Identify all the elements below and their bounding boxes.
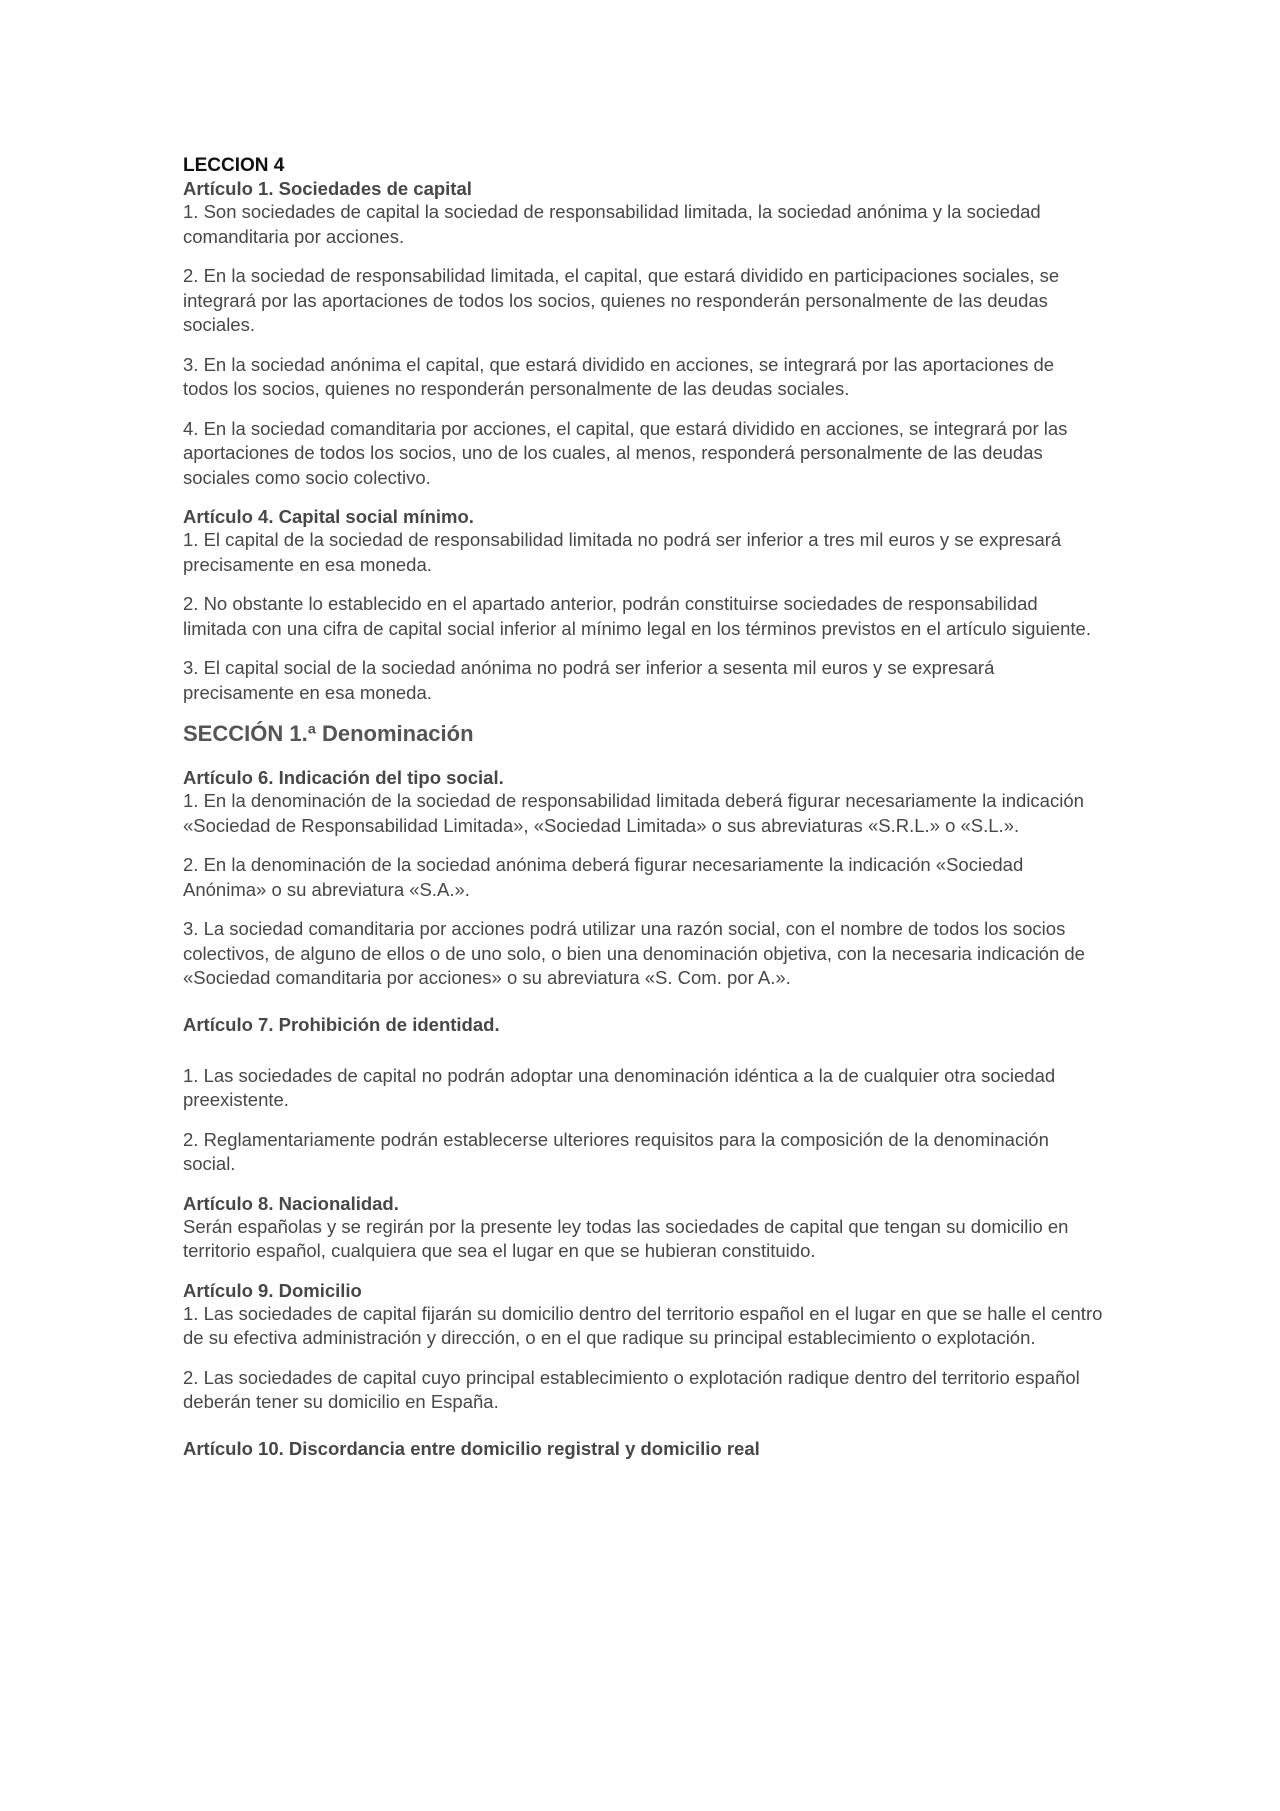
article-8-title: Artículo 8. Nacionalidad. bbox=[183, 1192, 399, 1214]
document-page bbox=[183, 154, 1103, 1460]
article-4-paragraph-3: 3. El capital social de la sociedad anónima no podrá ser inferior a sesenta mil euros y se expresará precisamente en esa moneda. bbox=[183, 657, 995, 703]
article-4-paragraph-2: 2. No obstante lo establecido en el apartado anterior, podrán constituirse sociedades de responsabilidad limitada con una cifra de capital social inferior al mínimo legal en los términos previstos en el artículo siguiente. bbox=[183, 593, 1091, 639]
article-9 bbox=[183, 1279, 1103, 1415]
article-9-title: Artículo 9. Domicilio bbox=[183, 1279, 362, 1301]
article-1-paragraph-3: 3. En la sociedad anónima el capital, que estará dividido en acciones, se integrará por las aportaciones de todos los socios, quienes no responderán personalmente de las deudas sociales. bbox=[183, 353, 1055, 399]
article-1-paragraph-4: 4. En la sociedad comanditaria por acciones, el capital, que estará dividido en acciones, se integrará por las aportaciones de todos los socios, uno de los cuales, al menos, responderá personalmente de las deudas sociales como socio colectivo. bbox=[183, 417, 1068, 488]
section-1-title: SECCIÓN 1.ª Denominación bbox=[183, 721, 474, 746]
article-1-paragraph-2: 2. En la sociedad de responsabilidad limitada, el capital, que estará dividido en participaciones sociales, se integrará por las aportaciones de todos los socios, quienes no responderán personalmente de las deudas sociales. bbox=[183, 265, 1060, 335]
article-4-paragraph-1: 1. El capital de la sociedad de responsabilidad limitada no podrá ser inferior a tres mil euros y se expresará precisamente en esa moneda. bbox=[183, 529, 1062, 575]
article-9-paragraph-2: 2. Las sociedades de capital cuyo principal establecimiento o explotación radique dentro del territorio español deberán tener su domicilio en España. bbox=[183, 1366, 1080, 1412]
article-10-title: Artículo 10. Discordancia entre domicilio registral y domicilio real bbox=[183, 1437, 760, 1459]
article-6-paragraph-3: 3. La sociedad comanditaria por acciones podrá utilizar una razón social, con el nombre de todos los socios colectivos, de alguno de ellos o de uno solo, o bien una denominación objetiva, con la necesaria indicación de «Sociedad comanditaria por acciones» o su abreviatura «S. Com. por A.». bbox=[183, 918, 1085, 988]
article-10 bbox=[183, 1437, 1103, 1460]
article-1-paragraph-1: 1. Son sociedades de capital la sociedad de responsabilidad limitada, la sociedad anónima y la sociedad comanditaria por acciones. bbox=[183, 201, 1041, 247]
article-1-title: Artículo 1. Sociedades de capital bbox=[183, 178, 472, 199]
document-title: LECCION 4 bbox=[183, 155, 285, 176]
article-9-paragraph-1: 1. Las sociedades de capital fijarán su domicilio dentro del territorio español en el lugar en que se halle el centro de su efectiva administración y dirección, o en el que radique su principal establecimiento o explotación. bbox=[183, 1302, 1103, 1348]
article-6-title: Artículo 6. Indicación del tipo social. bbox=[183, 767, 504, 788]
article-8 bbox=[183, 1192, 1103, 1264]
article-6-paragraph-2: 2. En la denominación de la sociedad anónima deberá figurar necesariamente la indicación «Sociedad Anónima» o su abreviatura «S.A.». bbox=[183, 854, 1024, 900]
article-1 bbox=[183, 177, 1103, 490]
article-7 bbox=[183, 1013, 1103, 1177]
article-4 bbox=[183, 505, 1103, 705]
article-7-paragraph-1: 1. Las sociedades de capital no podrán adoptar una denominación idéntica a la de cualquier otra sociedad preexistente. bbox=[183, 1064, 1056, 1110]
article-6 bbox=[183, 766, 1103, 991]
article-6-paragraph-1: 1. En la denominación de la sociedad de responsabilidad limitada deberá figurar necesariamente la indicación «Sociedad de Responsabilidad Limitada», «Sociedad Limitada» o sus abreviaturas «S.R.L.» o «S.L.». bbox=[183, 790, 1084, 836]
article-8-paragraph-1: Serán españolas y se regirán por la presente ley todas las sociedades de capital que tengan su domicilio en territorio español, cualquiera que sea el lugar en que se hubieran constituido. bbox=[183, 1215, 1069, 1261]
article-4-title: Artículo 4. Capital social mínimo. bbox=[183, 506, 474, 527]
article-7-title: Artículo 7. Prohibición de identidad. bbox=[183, 1013, 500, 1035]
article-7-paragraph-2: 2. Reglamentariamente podrán establecerse ulteriores requisitos para la composición de la denominación social. bbox=[183, 1128, 1049, 1174]
